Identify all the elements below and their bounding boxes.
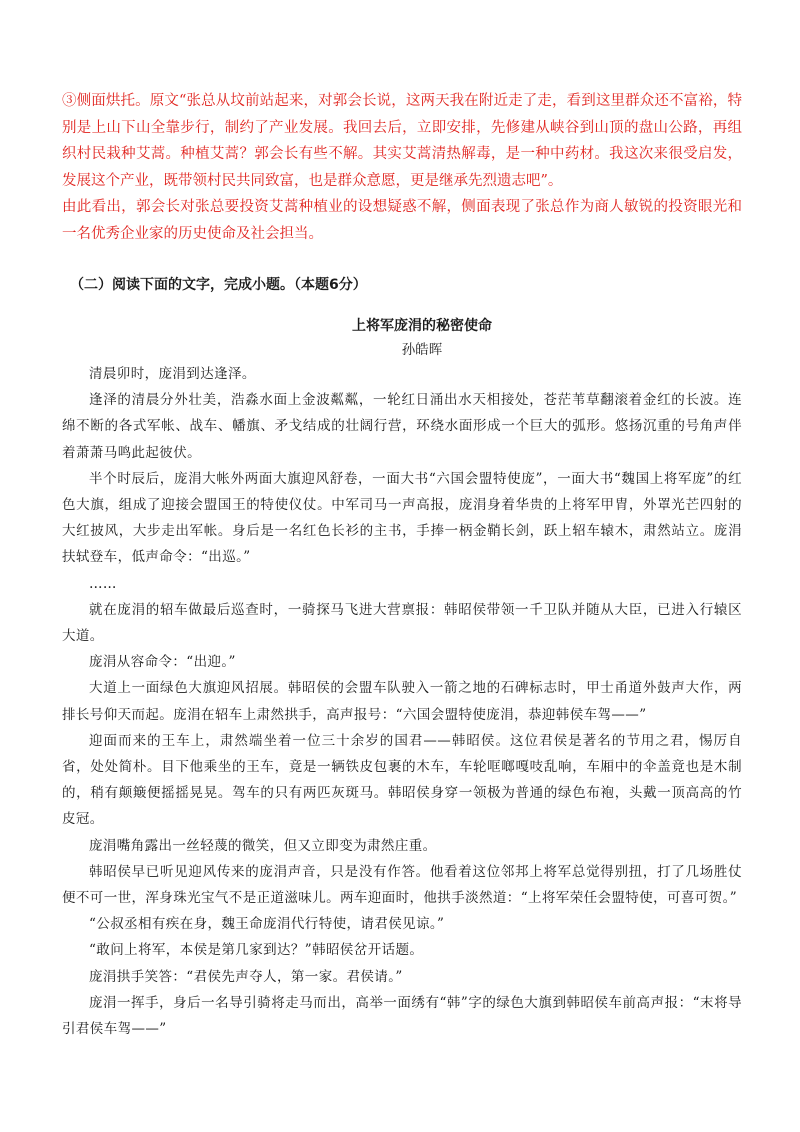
story-paragraph: 清晨卯时，庞涓到达逢泽。 <box>89 366 256 382</box>
story-paragraph: 庞涓嘴角露出一丝轻蔑的微笑，但又立即变为肃然庄重。 <box>89 837 437 854</box>
story-title: 上将军庞涓的秘密使命 <box>352 318 492 334</box>
story-paragraph: 就在庞涓的轺车做最后巡查时，一骑探马飞进大营禀报：韩昭侯带领一千卫队并随从大臣，已进入行辕区大道。 <box>62 601 742 645</box>
story-paragraph: 韩昭侯早已听见迎风传来的庞涓声音，只是没有作答。他看着这位邻邦上将军总觉得别扭，打了几场胜仗便不可一世，浑身珠光宝气不是正道滋味儿。两车迎面时，他拱手淡然道：“上将军荣任会盟特使，可喜可贺。” <box>62 863 742 907</box>
story-paragraph: 庞涓一挥手，身后一名导引骑将走马而出，高举一面绣有“韩”字的绿色大旗到韩昭侯车前高声报：“末将导引君侯车驾——” <box>62 994 742 1038</box>
story-paragraph: 逢泽的清晨分外壮美，浩淼水面上金波粼粼，一轮红日涌出水天相接处，苍茫苇草翻滚着金红的长波。连绵不断的各式军帐、战车、幡旗、矛戈结成的壮阔行营，环绕水面形成一个巨大的弧形。悠扬沉重的号角声伴着萧萧马鸣此起彼伏。 <box>62 392 742 461</box>
story-paragraph: “敢问上将军，本侯是第几家到达？”韩昭侯岔开话题。 <box>89 942 424 959</box>
answer-paragraph-1: ③侧面烘托。原文“张总从坟前站起来，对郭会长说，这两天我在附近走了走，看到这里群众还不富裕，特别是上山下山全靠步行，制约了产业发展。我回去后，立即安排，先修建从峡谷到山顶的盘山公路，再组织村民栽种艾蒿。种植艾蒿？郭会长有些不解。其实艾蒿清热解毒，是一种中药材。我这次来很受启发，发展这个产业，既带领村民共同致富，也是群众意愿，更是继承先烈遗志吧”。 <box>62 93 742 189</box>
section-heading: （二）阅读下面的文字，完成小题。（本题6分） <box>70 277 367 293</box>
story-paragraph: 庞涓从容命令：“出迎。” <box>89 654 236 671</box>
story-paragraph: “公叔丞相有疾在身，魏王命庞涓代行特使，请君侯见谅。” <box>89 916 445 933</box>
story-paragraph: 半个时辰后，庞涓大帐外两面大旗迎风舒卷，一面大书“六国会盟特使庞”，一面大书“魏国上将军庞”的红色大旗，组成了迎接会盟国王的特使仪仗。中军司马一声高报，庞涓身着华贵的上将军甲胄，外罩光芒四射的大红披风，大步走出军帐。身后是一名红色长衫的主书，手捧一柄金鞘长剑，跃上轺车辕木，肃然站立。庞涓扶轼登车，低声命令：“出巡。” <box>62 470 742 566</box>
story-paragraph: 迎面而来的王车上，肃然端坐着一位三十余岁的国君——韩昭侯。这位君侯是著名的节用之君，惕厉自省，处处简朴。目下他乘坐的王车，竟是一辆铁皮包裹的木车，车轮哐啷嘎吱乱响，车厢中的伞盖竟也是木制的，稍有颠簸便摇摇晃晃。驾车的只有两匹灰斑马。韩昭侯身穿一领极为普通的绿色布袍，头戴一顶高高的竹皮冠。 <box>62 732 742 828</box>
story-paragraph: 大道上一面绿色大旗迎风招展。韩昭侯的会盟车队驶入一箭之地的石碑标志时，甲士甬道外鼓声大作，两排长号仰天而起。庞涓在轺车上肃然拱手，高声报号：“六国会盟特使庞涓，恭迎韩侯车驾——” <box>62 680 742 723</box>
story-body <box>62 361 742 1042</box>
story-paragraph: 庞涓拱手笑答：“君侯先声夺人，第一家。君侯请。” <box>89 968 403 985</box>
story-author: 孙皓晖 <box>401 342 443 358</box>
story-ellipsis: …… <box>89 575 117 592</box>
document-page <box>62 88 742 1042</box>
answer-paragraph-2: 由此看出，郭会长对张总要投资艾蒿种植业的设想疑惑不解，侧面表现了张总作为商人敏锐的投资眼光和一名优秀企业家的历史使命及社会担当。 <box>62 199 742 242</box>
